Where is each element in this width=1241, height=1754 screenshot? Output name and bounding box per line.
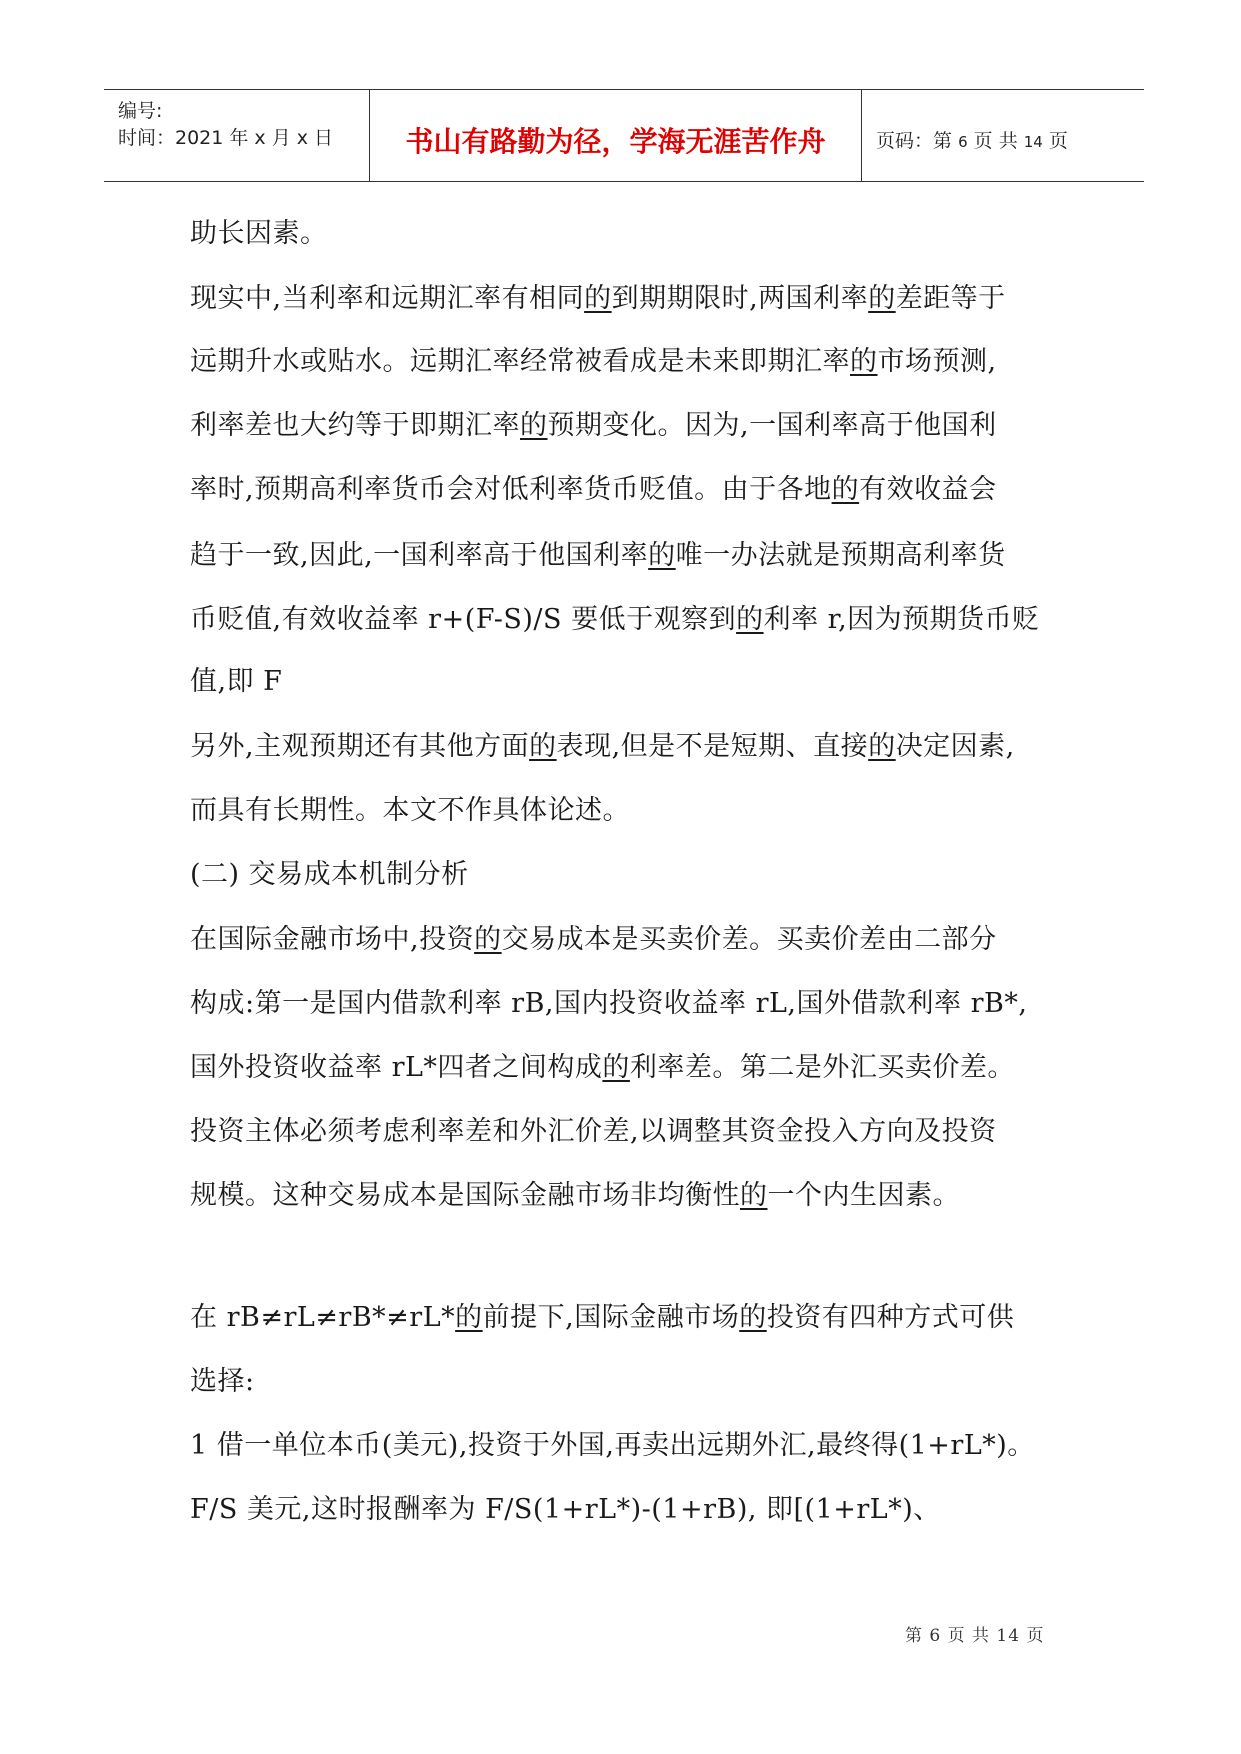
- text-segment: 利率差。第二是外汇买卖价差。: [629, 1052, 1015, 1083]
- text-line: [190, 408, 997, 444]
- text-segment: 决定因素,: [895, 731, 1015, 762]
- header-motto-cell: [370, 90, 862, 181]
- text-segment: 到期期限时,两国利率: [611, 283, 869, 314]
- text-segment: 交易成本是买卖价差。买卖价差由二部分: [501, 924, 997, 955]
- text-segment: (二) 交易成本机制分析: [190, 859, 469, 890]
- text-segment: 差距等于: [895, 283, 1006, 314]
- text-segment: 1 借一单位本币(美元),投资于外国,再卖出远期外汇,最终得(1+rL*)。: [190, 1430, 1035, 1461]
- text-segment: 唯一办法就是预期高利率货: [675, 540, 1006, 571]
- text-line: [190, 1114, 997, 1150]
- motto-text: 书山有路勤为径，学海无涯苦作舟: [405, 125, 826, 158]
- page-footer: 第 6 页 共 14 页: [905, 1626, 1045, 1646]
- text-segment: 有效收益会: [859, 474, 997, 505]
- page-code-suffix: 页: [1048, 130, 1068, 152]
- underlined-text: 的: [740, 1180, 768, 1211]
- text-segment: 规模。这种交易成本是国际金融市场非均衡性: [190, 1180, 740, 1211]
- underlined-text: 的: [455, 1302, 483, 1333]
- text-line: [190, 1428, 1035, 1464]
- page-code-prefix: 页码：第: [876, 130, 953, 152]
- text-line: [190, 1492, 941, 1528]
- underlined-text: 的: [520, 410, 548, 441]
- header-page-cell: [862, 90, 1144, 181]
- text-segment: 在 rB≠rL≠rB*≠rL*: [190, 1302, 456, 1333]
- text-line: [190, 857, 469, 893]
- underlined-text: 的: [868, 731, 896, 762]
- text-segment: 投资主体必须考虑利率差和外汇价差,以调整其资金投入方向及投资: [190, 1116, 997, 1147]
- text-segment: 趋于一致,因此,一国利率高于他国利率: [190, 540, 649, 571]
- underlined-text: 的: [736, 604, 764, 635]
- text-segment: 值,即 F: [190, 666, 283, 697]
- text-segment: 选择:: [190, 1366, 255, 1397]
- text-segment: 助长因素。: [190, 218, 328, 249]
- text-line: [190, 472, 997, 508]
- text-line: [190, 986, 1027, 1022]
- text-line: [190, 1364, 255, 1400]
- text-segment: 构成:第一是国内借款利率 rB,国内投资收益率 rL,国外借款利率 rB*,: [190, 988, 1028, 1019]
- text-segment: 前提下,国际金融市场: [482, 1302, 740, 1333]
- document-time: 时间：2021 年 x 月 x 日: [118, 127, 334, 149]
- text-segment: F/S 美元,这时报酬率为 F/S(1+rL*)-(1+rB), 即[(1+rL*)、: [190, 1494, 941, 1525]
- text-line: [190, 281, 1006, 317]
- text-line: [190, 538, 1006, 574]
- page-code-total: 14: [1023, 133, 1043, 151]
- text-segment: 表现,但是不是短期、直接: [556, 731, 869, 762]
- text-segment: 而具有长期性。本文不作具体论述。: [190, 795, 630, 826]
- underlined-text: 的: [648, 540, 676, 571]
- underlined-text: 的: [602, 1052, 630, 1083]
- text-segment: 另外,主观预期还有其他方面: [190, 731, 530, 762]
- text-segment: 币贬值,有效收益率 r+(F-S)/S 要低于观察到: [190, 604, 737, 635]
- text-segment: 预期变化。因为,一国利率高于他国利: [547, 410, 997, 441]
- underlined-text: 的: [850, 346, 878, 377]
- underlined-text: 的: [739, 1302, 767, 1333]
- document-header: [104, 89, 1144, 182]
- underlined-text: 的: [831, 474, 860, 505]
- text-segment: 利率 r,因为预期货币贬: [763, 604, 1040, 635]
- text-line: [190, 602, 1040, 638]
- underlined-text: 的: [529, 731, 557, 762]
- text-line: [190, 216, 328, 252]
- underlined-text: 的: [868, 283, 896, 314]
- text-line: [190, 664, 282, 700]
- text-segment: 国外投资收益率 rL*四者之间构成: [190, 1052, 603, 1083]
- text-segment: 市场预测,: [877, 346, 997, 377]
- page-code: [876, 126, 1068, 153]
- text-line: [190, 344, 997, 380]
- underlined-text: 的: [584, 283, 612, 314]
- document-number-label: 编号:: [118, 100, 163, 122]
- text-segment: 远期升水或贴水。远期汇率经常被看成是未来即期汇率: [190, 346, 850, 377]
- text-segment: 现实中,当利率和远期汇率有相同: [190, 283, 585, 314]
- text-segment: 一个内生因素。: [767, 1180, 960, 1211]
- text-segment: 利率差也大约等于即期汇率: [190, 410, 520, 441]
- text-segment: 投资有四种方式可供: [766, 1302, 1015, 1333]
- header-meta-cell: [104, 90, 370, 181]
- page-code-mid: 页 共: [973, 130, 1018, 152]
- text-line: [190, 922, 997, 958]
- text-segment: 在国际金融市场中,投资: [190, 924, 475, 955]
- text-segment: 率时,预期高利率货币会对低利率货币贬值。由于各地: [190, 474, 832, 505]
- text-line: [190, 793, 630, 829]
- text-line: [190, 1300, 1014, 1336]
- page-code-current: 6: [958, 133, 968, 151]
- text-line: [190, 1178, 960, 1214]
- underlined-text: 的: [474, 924, 502, 955]
- text-line: [190, 1050, 1015, 1086]
- text-line: [190, 729, 1015, 765]
